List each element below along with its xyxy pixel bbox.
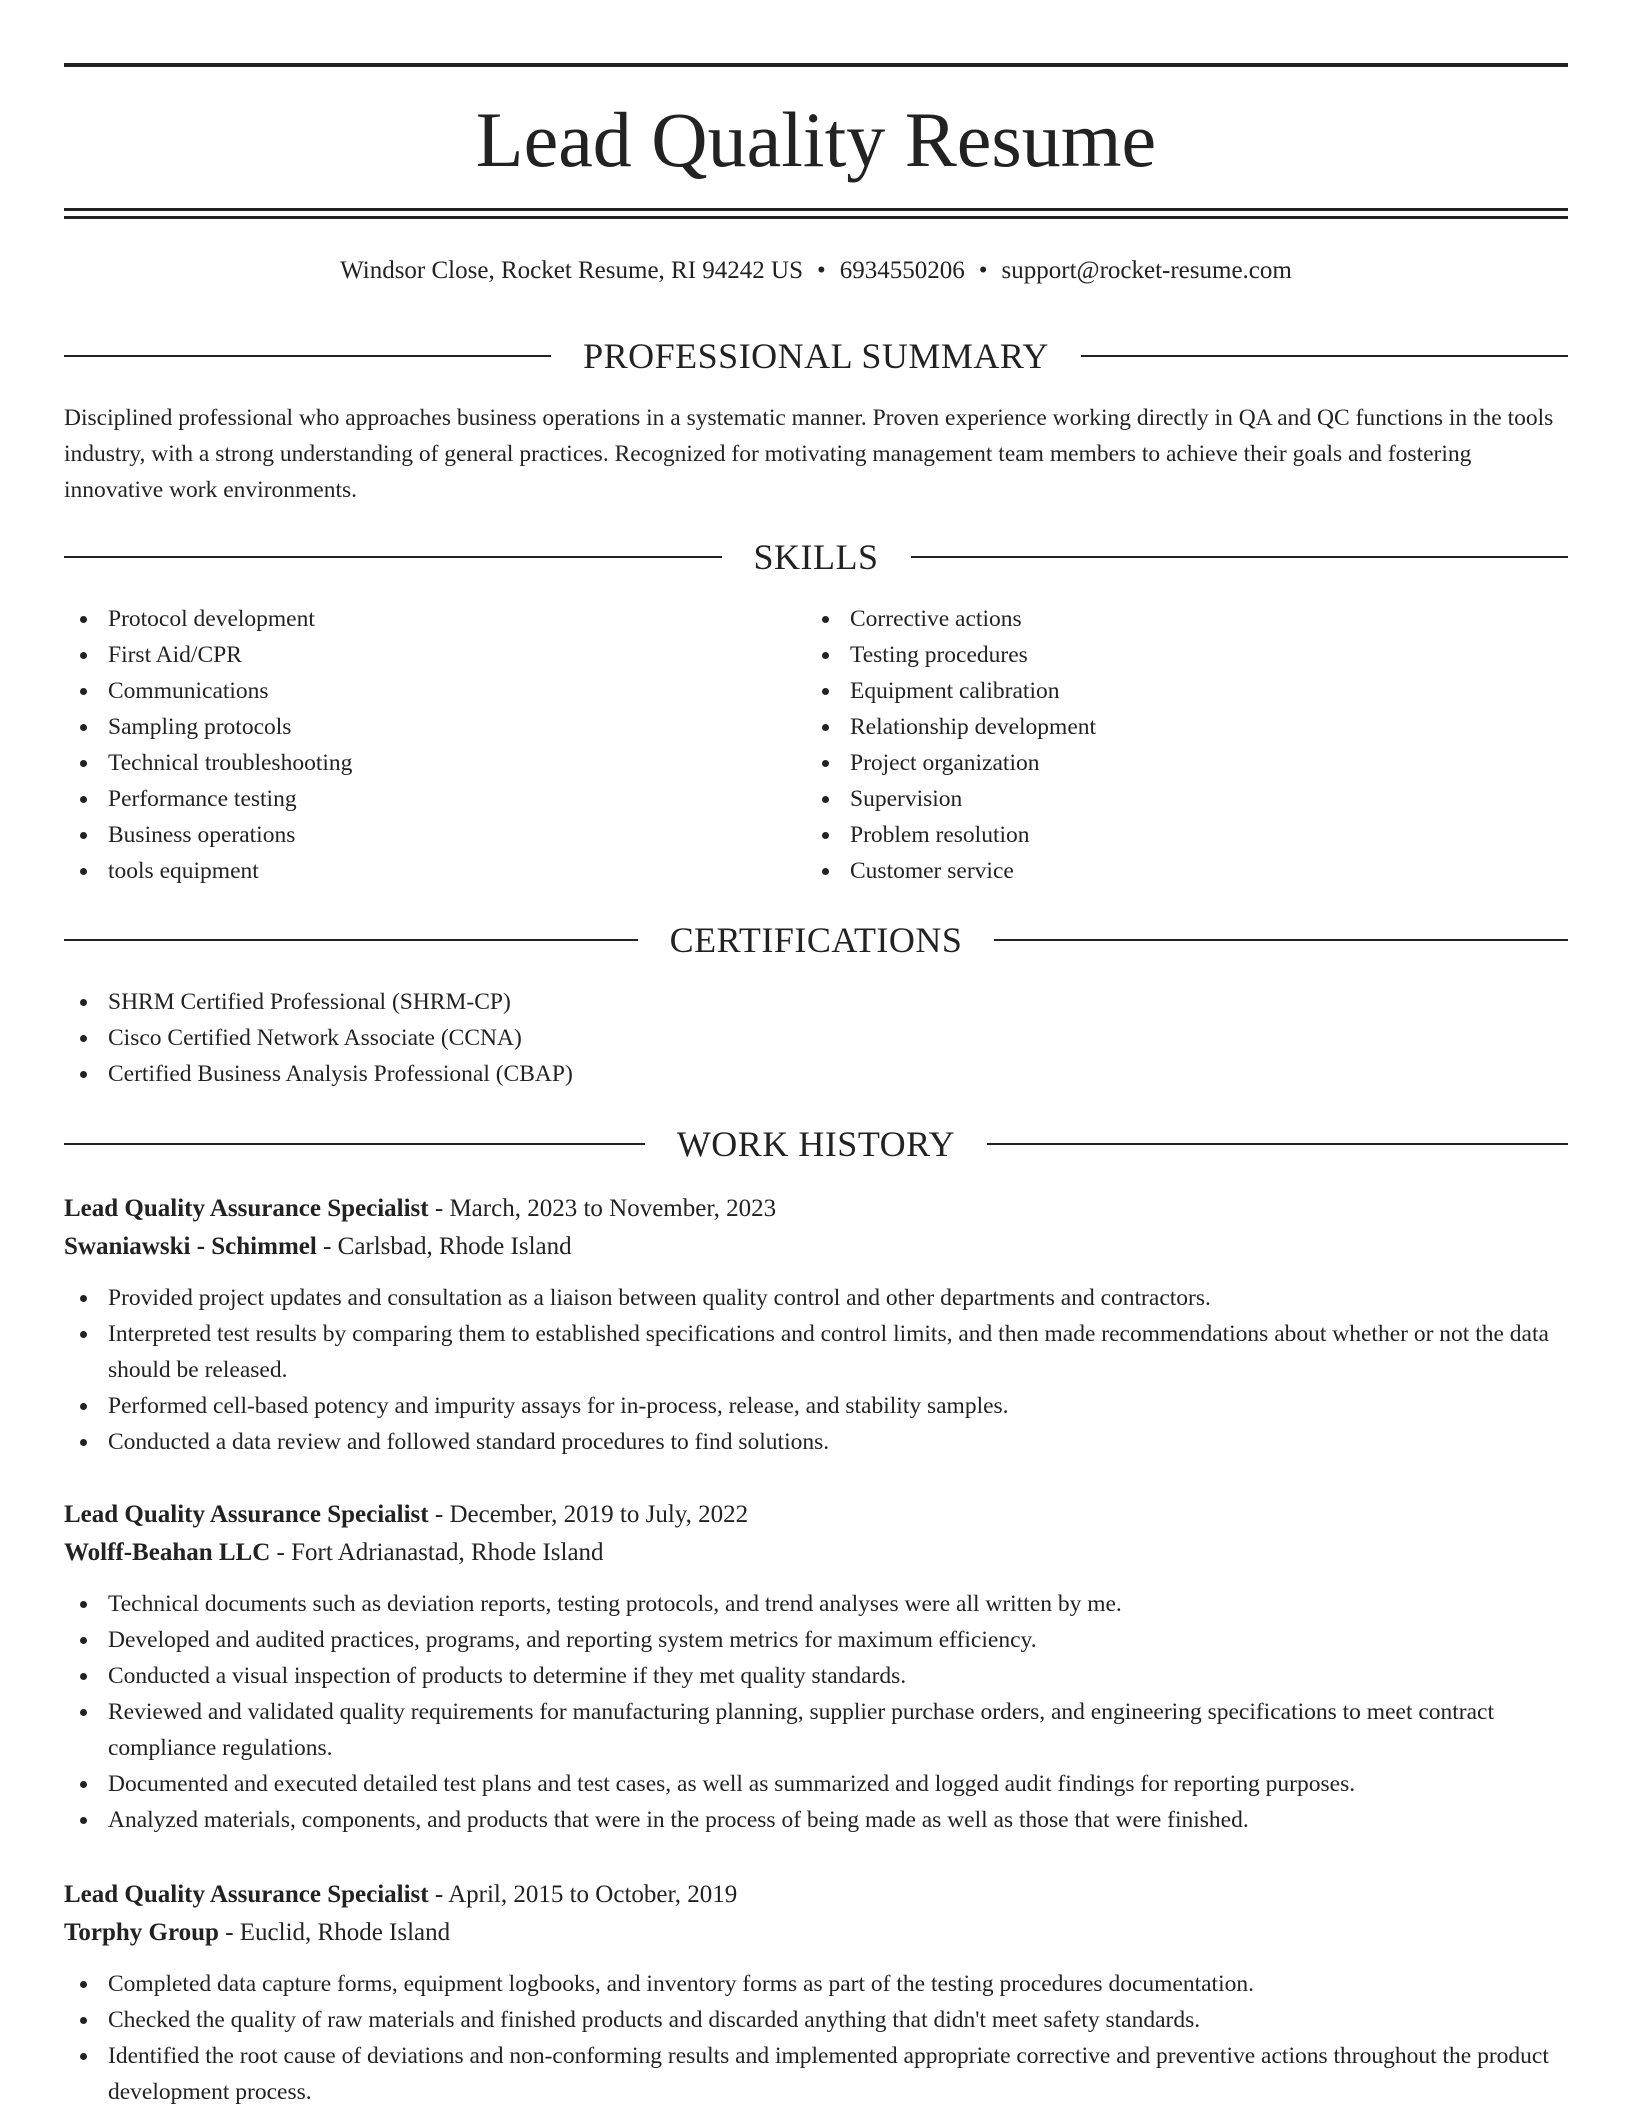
skill-item: Protocol development — [64, 601, 804, 637]
job-company-line — [64, 1534, 1568, 1572]
skill-item: First Aid/CPR — [64, 637, 804, 673]
skill-item: Communications — [64, 673, 804, 709]
job-bullet: Completed data capture forms, equipment logbooks, and inventory forms as part of the testing procedures documentation. — [64, 1966, 1568, 2002]
contact-email: support@rocket-resume.com — [1001, 257, 1292, 284]
contact-address: Windsor Close, Rocket Resume, RI 94242 US — [340, 257, 804, 284]
job-company: Wolff-Beahan LLC — [64, 1539, 271, 1566]
job-bullet: Performed cell-based potency and impurity assays for in-process, release, and stability samples. — [64, 1388, 1568, 1424]
skill-item: Problem resolution — [806, 817, 1566, 853]
certification-item: Cisco Certified Network Associate (CCNA) — [64, 1020, 1568, 1056]
summary-text: Disciplined professional who approaches business operations in a systematic manner. Proven experience working directly in QA and QC functions in the tools industry, with a strong understanding of general practices. Recognized for motivating management team members to achieve their goals and fostering innovative work environments. — [64, 405, 1554, 503]
skill-item: Customer service — [806, 853, 1566, 889]
contact-phone: 6934550206 — [839, 257, 965, 284]
job-location: - Euclid, Rhode Island — [225, 1919, 451, 1946]
job-company-line — [64, 1228, 1568, 1266]
section-heading-certifications — [64, 918, 1568, 962]
job-bullets — [64, 1586, 1568, 1838]
heading-rule-right — [994, 939, 1568, 941]
job-dates: - March, 2023 to November, 2023 — [434, 1195, 777, 1222]
job-entry — [64, 1876, 1568, 2110]
job-bullet: Documented and executed detailed test plans and test cases, as well as summarized and logged audit findings for reporting purposes. — [64, 1766, 1568, 1802]
section-title-summary: PROFESSIONAL SUMMARY — [583, 336, 1049, 376]
top-rule — [64, 63, 1568, 67]
heading-rule-left — [64, 939, 638, 941]
job-company-line — [64, 1914, 1568, 1952]
job-bullet: Checked the quality of raw materials and finished products and discarded anything that didn't meet safety standards. — [64, 2002, 1568, 2038]
contact-separator: • — [978, 257, 988, 284]
job-bullets — [64, 1280, 1568, 1460]
job-title-line — [64, 1496, 1568, 1534]
section-heading-work-history — [64, 1122, 1568, 1166]
skill-item: Performance testing — [64, 781, 804, 817]
skill-item: Corrective actions — [806, 601, 1566, 637]
job-entry — [64, 1496, 1568, 1838]
job-location: - Carlsbad, Rhode Island — [323, 1233, 572, 1260]
section-title-work-history: WORK HISTORY — [676, 1124, 956, 1164]
section-heading-summary — [64, 334, 1568, 378]
skills-list-right — [806, 601, 1566, 889]
header-double-rule-upper — [64, 208, 1568, 211]
job-bullets — [64, 1966, 1568, 2110]
certification-item: Certified Business Analysis Professional (CBAP) — [64, 1056, 1568, 1092]
skills-list-left — [64, 601, 804, 889]
job-title-line — [64, 1190, 1568, 1228]
job-bullet: Conducted a visual inspection of products to determine if they met quality standards. — [64, 1658, 1568, 1694]
skill-item: Relationship development — [806, 709, 1566, 745]
skill-item: Project organization — [806, 745, 1566, 781]
job-company: Swaniawski - Schimmel — [64, 1233, 317, 1260]
job-bullet: Developed and audited practices, programs, and reporting system metrics for maximum efficiency. — [64, 1622, 1568, 1658]
header-double-rule-lower — [64, 216, 1568, 219]
job-bullet: Conducted a data review and followed standard procedures to find solutions. — [64, 1424, 1568, 1460]
job-bullet: Analyzed materials, components, and products that were in the process of being made as well as those that were finished. — [64, 1802, 1568, 1838]
job-bullet: Technical documents such as deviation reports, testing protocols, and trend analyses were all written by me. — [64, 1586, 1568, 1622]
skill-item: Sampling protocols — [64, 709, 804, 745]
resume-name: Lead Quality Resume — [475, 96, 1157, 183]
skill-item: Equipment calibration — [806, 673, 1566, 709]
job-bullet: Reviewed and validated quality requirements for manufacturing planning, supplier purchase orders, and engineering specifications to meet contract compliance regulations. — [64, 1694, 1568, 1766]
job-bullet: Identified the root cause of deviations and non-conforming results and implemented appropriate corrective and preventive actions throughout the product development process. — [64, 2038, 1568, 2110]
heading-rule-right — [987, 1143, 1568, 1145]
certifications-list — [64, 984, 1568, 1092]
certification-item: SHRM Certified Professional (SHRM-CP) — [64, 984, 1568, 1020]
section-title-certifications: CERTIFICATIONS — [669, 920, 963, 960]
skill-item: Business operations — [64, 817, 804, 853]
skill-item: Technical troubleshooting — [64, 745, 804, 781]
job-role: Lead Quality Assurance Specialist — [64, 1881, 429, 1908]
job-company: Torphy Group — [64, 1919, 219, 1946]
heading-rule-left — [64, 355, 551, 357]
heading-rule-right — [911, 556, 1569, 558]
heading-rule-left — [64, 556, 722, 558]
job-dates: - April, 2015 to October, 2019 — [434, 1881, 738, 1908]
section-title-skills: SKILLS — [753, 537, 879, 577]
contact-line — [64, 254, 1568, 288]
contact-separator: • — [817, 257, 826, 284]
job-location: - Fort Adrianastad, Rhode Island — [276, 1539, 604, 1566]
job-entry — [64, 1190, 1568, 1460]
skill-item: Supervision — [806, 781, 1566, 817]
job-bullet: Provided project updates and consultation as a liaison between quality control and other departments and contractors. — [64, 1280, 1568, 1316]
job-role: Lead Quality Assurance Specialist — [64, 1501, 429, 1528]
skill-item: Testing procedures — [806, 637, 1566, 673]
section-heading-skills — [64, 535, 1568, 579]
job-bullet: Interpreted test results by comparing them to established specifications and control limits, and then made recommendations about whether or not the data should be released. — [64, 1316, 1568, 1388]
job-role: Lead Quality Assurance Specialist — [64, 1195, 429, 1222]
heading-rule-right — [1081, 355, 1568, 357]
heading-rule-left — [64, 1143, 645, 1145]
job-dates: - December, 2019 to July, 2022 — [434, 1501, 749, 1528]
job-title-line — [64, 1876, 1568, 1914]
skill-item: tools equipment — [64, 853, 804, 889]
